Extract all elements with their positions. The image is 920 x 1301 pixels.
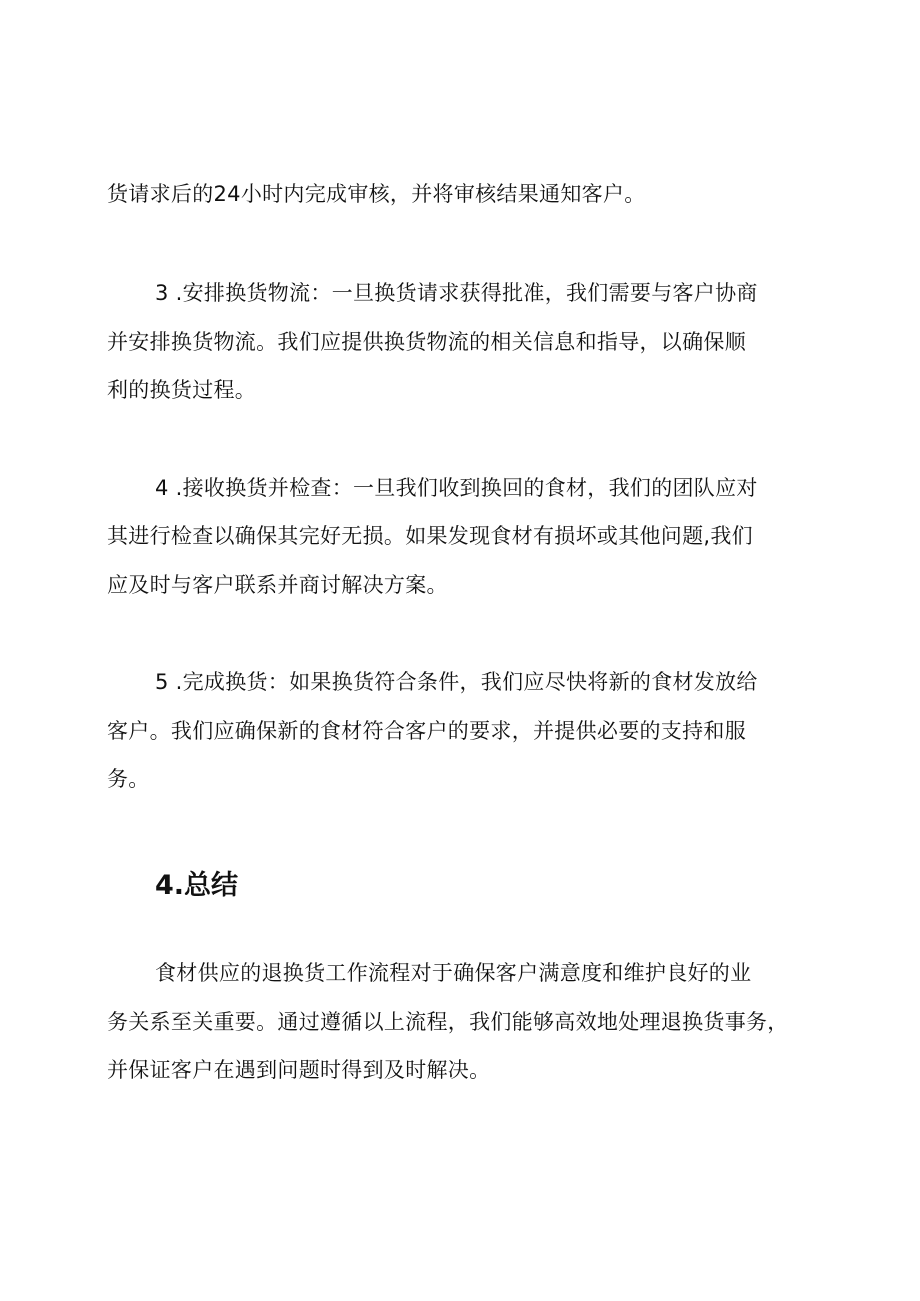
- summary-line-2: 务关系至关重要。通过遵循以上流程，我们能够高效地处理退换货事务，: [107, 1010, 789, 1034]
- summary-line-3: 并保证客户在遇到问题时得到及时解决。: [107, 1058, 491, 1082]
- step-3-line-1: 3 .安排换货物流：一旦换货请求获得批准，我们需要与客户协商: [155, 281, 758, 305]
- step-4-line-1: 4 .接收换货并检查：一旦我们收到换回的食材，我们的团队应对: [155, 476, 758, 500]
- step-5-line-1: 5 .完成换货：如果换货符合条件，我们应尽快将新的食材发放给: [155, 670, 758, 694]
- step-5-line-3: 务。: [107, 767, 150, 791]
- step-5-line-2: 客户。我们应确保新的食材符合客户的要求，并提供必要的支持和服: [107, 719, 746, 743]
- summary-heading: 4.总结: [155, 870, 239, 901]
- step-4-line-3: 应及时与客户联系并商讨解决方案。: [107, 573, 448, 597]
- step-4-line-2: 其进行检查以确保其完好无损。如果发现食材有损坏或其他问题,我们: [107, 524, 753, 548]
- summary-line-1: 食材供应的退换货工作流程对于确保客户满意度和维护良好的业: [155, 961, 752, 985]
- step-3-line-3: 利的换货过程。: [107, 378, 257, 402]
- step-3-line-2: 并安排换货物流。我们应提供换货物流的相关信息和指导，以确保顺: [107, 330, 746, 354]
- intro-tail-line: 货请求后的24小时内完成审核，并将审核结果通知客户。: [107, 182, 646, 206]
